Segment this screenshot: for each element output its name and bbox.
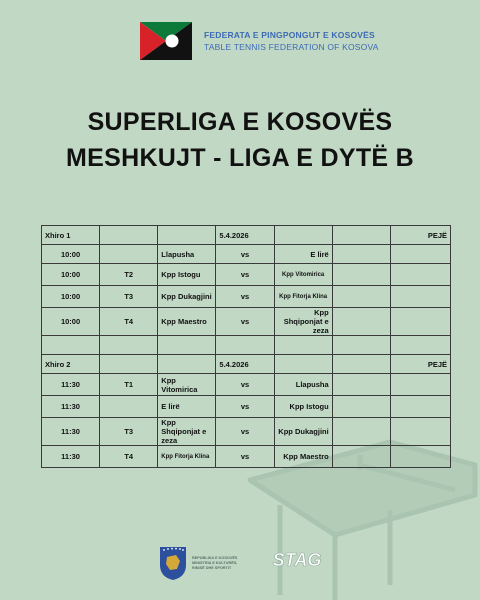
vs-label: vs [216,418,274,446]
home-team: Kpp Maestro [158,308,216,336]
vs-label: vs [216,308,274,336]
match-table [100,396,158,418]
federation-name-en: TABLE TENNIS FEDERATION OF KOSOVA [204,42,379,52]
match-time: 11:30 [42,418,100,446]
kosovo-coat-of-arms-icon [158,545,188,581]
round-label: Xhiro 1 [42,226,100,245]
federation-header [140,22,379,60]
home-team: Kpp Vitomirica [158,374,216,396]
away-team: Llapusha [274,374,332,396]
match-time: 10:00 [42,264,100,286]
stag-logo [263,548,331,572]
stag-logo-text: STAG [272,550,322,570]
away-team: Kpp Shqiponjat e zeza [274,308,332,336]
match-table: T1 [100,374,158,396]
federation-logo-icon [140,22,192,60]
match-row [42,308,451,336]
vs-label: vs [216,396,274,418]
home-team: Llapusha [158,245,216,264]
round-venue: PEJË [390,226,450,245]
match-time: 11:30 [42,446,100,468]
title-line-1: SUPERLIGA E KOSOVËS [87,108,393,136]
home-team: E lirë [158,396,216,418]
match-row [42,446,451,468]
match-table: T3 [100,286,158,308]
round-date: 5.4.2026 [216,226,274,245]
match-row [42,264,451,286]
federation-name: FEDERATA E PINGPONGUT E KOSOVËS [204,30,375,40]
ministry-line-2: MINISTRIA E KULTURËS, [192,560,238,565]
round-date: 5.4.2026 [216,355,274,374]
vs-label: vs [216,446,274,468]
ministry-line-1: REPUBLIKA E KOSOVËS [192,555,238,560]
page-title [0,104,480,176]
schedule-table [41,225,451,468]
spacer-row [42,336,451,355]
vs-label: vs [216,286,274,308]
match-table: T4 [100,308,158,336]
away-team: Kpp Vitomirica [274,264,332,286]
away-team: Kpp Istogu [274,396,332,418]
match-row [42,286,451,308]
match-time: 11:30 [42,374,100,396]
away-team: Kpp Maestro [274,446,332,468]
round-label: Xhiro 2 [42,355,100,374]
match-table: T4 [100,446,158,468]
match-time: 10:00 [42,245,100,264]
match-row [42,396,451,418]
round-venue: PEJË [390,355,450,374]
home-team: Kpp Fitorja Klina [158,446,216,468]
home-team: Kpp Dukagjini [158,286,216,308]
match-table: T3 [100,418,158,446]
ministry-line-3: RINISË DHE SPORTIT [192,565,232,570]
away-team: Kpp Fitorja Klina [274,286,332,308]
vs-label: vs [216,374,274,396]
vs-label: vs [216,264,274,286]
match-time: 11:30 [42,396,100,418]
round-header-row [42,226,451,245]
match-time: 10:00 [42,286,100,308]
match-row [42,374,451,396]
round-header-row [42,355,451,374]
match-row [42,245,451,264]
away-team: Kpp Dukagjini [274,418,332,446]
home-team: Kpp Istogu [158,264,216,286]
title-line-2: MESHKUJT - LIGA E DYTË B [66,144,414,172]
match-table: T2 [100,264,158,286]
match-table [100,245,158,264]
home-team: Kpp Shqiponjat e zeza [158,418,216,446]
match-row [42,418,451,446]
ministry-logo [158,545,237,581]
away-team: E lirë [274,245,332,264]
vs-label: vs [216,245,274,264]
match-time: 10:00 [42,308,100,336]
